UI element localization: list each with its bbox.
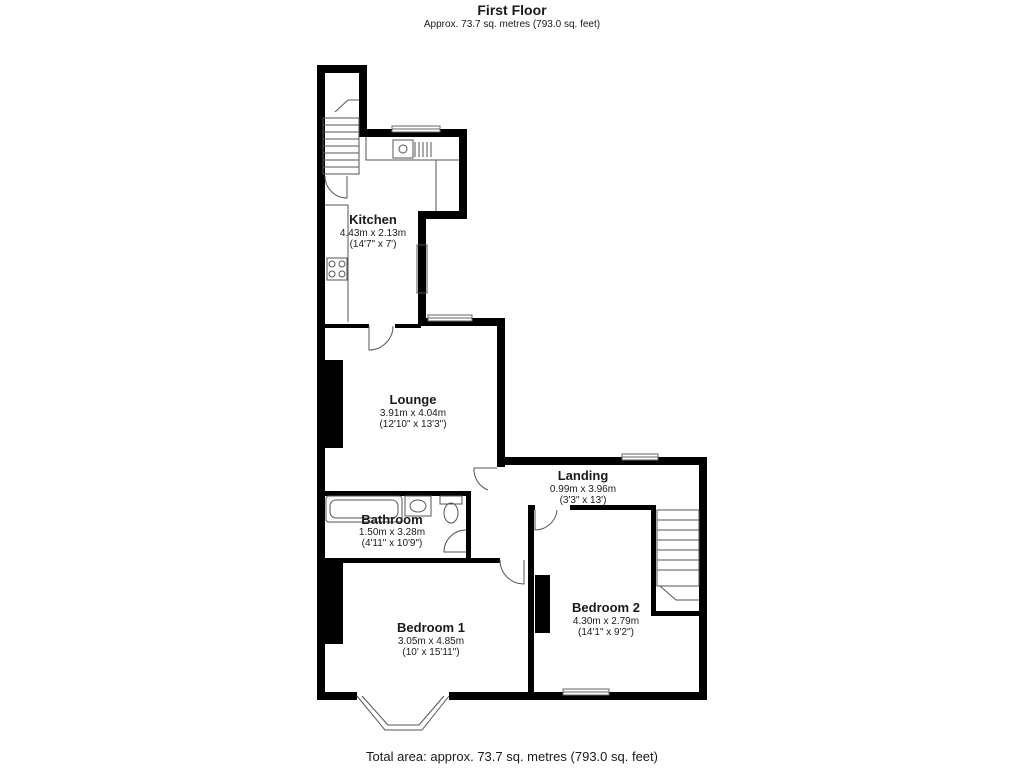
bedroom1-name: Bedroom 1 — [397, 620, 465, 635]
room-label-landing — [550, 468, 616, 506]
lounge-imperial: (12'10" x 13'3") — [379, 419, 447, 430]
door-bedroom1 — [500, 560, 524, 584]
wall-stair2-left — [651, 505, 656, 615]
wall-bath-right — [466, 491, 471, 561]
wall-b2-top-a — [528, 505, 535, 510]
wall-lounge-right — [497, 318, 505, 464]
sink-drain — [399, 145, 407, 153]
landing-imperial: (3'3" x 13') — [559, 495, 607, 506]
stairs-upper-landing — [335, 100, 359, 112]
landing-name: Landing — [557, 468, 609, 483]
bathroom-name: Bathroom — [361, 512, 423, 527]
bedroom2-metric: 4.30m x 2.79m — [572, 616, 640, 627]
stairs-lower-treads — [657, 520, 699, 570]
wall-landing-corner — [497, 457, 505, 467]
stairs-upper-treads — [323, 125, 359, 167]
wall-bath-bottom — [325, 558, 500, 563]
total-area: Total area: approx. 73.7 sq. metres (793.0 sq. feet) — [366, 749, 658, 764]
wall-stair2-bottom — [651, 611, 703, 616]
bedroom2-name: Bedroom 2 — [572, 600, 640, 615]
room-label-lounge — [379, 392, 446, 430]
wall-stair-right — [359, 65, 367, 137]
kitchen-metric: 4.43m x 2.13m — [339, 228, 407, 239]
bathroom-metric: 1.50m x 3.28m — [358, 527, 426, 538]
hob-ring-2 — [339, 261, 345, 267]
lounge-name: Lounge — [389, 392, 437, 407]
bedroom2-imperial: (14'1" x 9'2") — [578, 627, 634, 638]
stairs-lower-turn — [660, 586, 699, 600]
hob-ring-1 — [329, 261, 335, 267]
room-label-bedroom1 — [397, 620, 465, 658]
bathroom-imperial: (4'11" x 10'9") — [361, 538, 423, 549]
door-bathroom — [444, 530, 466, 552]
wall-right — [699, 457, 707, 700]
door-kitchen-lounge — [369, 326, 393, 350]
bay-window-inner — [362, 696, 444, 725]
wall-kitchen-lounge-b — [395, 324, 421, 328]
bay-window — [357, 696, 449, 730]
wall-kitchen-right-lower — [418, 211, 426, 325]
sink-drainer — [415, 142, 431, 157]
chimney-breast-bedroom2 — [535, 575, 550, 633]
basin-bowl — [410, 500, 426, 512]
landing-metric: 0.99m x 3.96m — [549, 484, 617, 495]
bedroom1-imperial: (10' x 15'11") — [402, 647, 460, 658]
hob-ring-4 — [339, 271, 345, 277]
wall-lounge-bath — [325, 491, 470, 496]
floor-title: First Floor — [477, 2, 547, 18]
chimney-breast-bedroom1 — [325, 562, 343, 644]
kitchen-sink — [393, 140, 413, 158]
toilet-bowl — [444, 503, 458, 523]
kitchen-worktop-top — [366, 137, 436, 211]
stairs-lower — [657, 510, 699, 586]
wall-landing-top — [497, 457, 707, 465]
floor-area-subtitle: Approx. 73.7 sq. metres (793.0 sq. feet) — [423, 19, 601, 30]
kitchen-imperial: (14'7" x 7') — [349, 239, 397, 250]
door-stair-kitchen — [325, 176, 347, 198]
bedroom1-metric: 3.05m x 4.85m — [397, 636, 465, 647]
wall-bottom-left — [317, 692, 357, 700]
wall-kitchen-right-upper — [459, 129, 467, 219]
room-label-bathroom — [359, 512, 425, 549]
door-lounge-landing — [474, 468, 497, 490]
lounge-metric: 3.91m x 4.04m — [379, 408, 447, 419]
wall-kitchen-lounge-a — [325, 324, 369, 328]
hob-ring-3 — [329, 271, 335, 277]
room-label-bedroom2 — [572, 600, 640, 638]
door-bedroom2 — [535, 510, 557, 530]
wall-bedroom1-right — [528, 505, 534, 700]
room-label-kitchen — [340, 212, 406, 250]
kitchen-name: Kitchen — [349, 212, 397, 227]
chimney-breast-lounge — [325, 360, 343, 448]
